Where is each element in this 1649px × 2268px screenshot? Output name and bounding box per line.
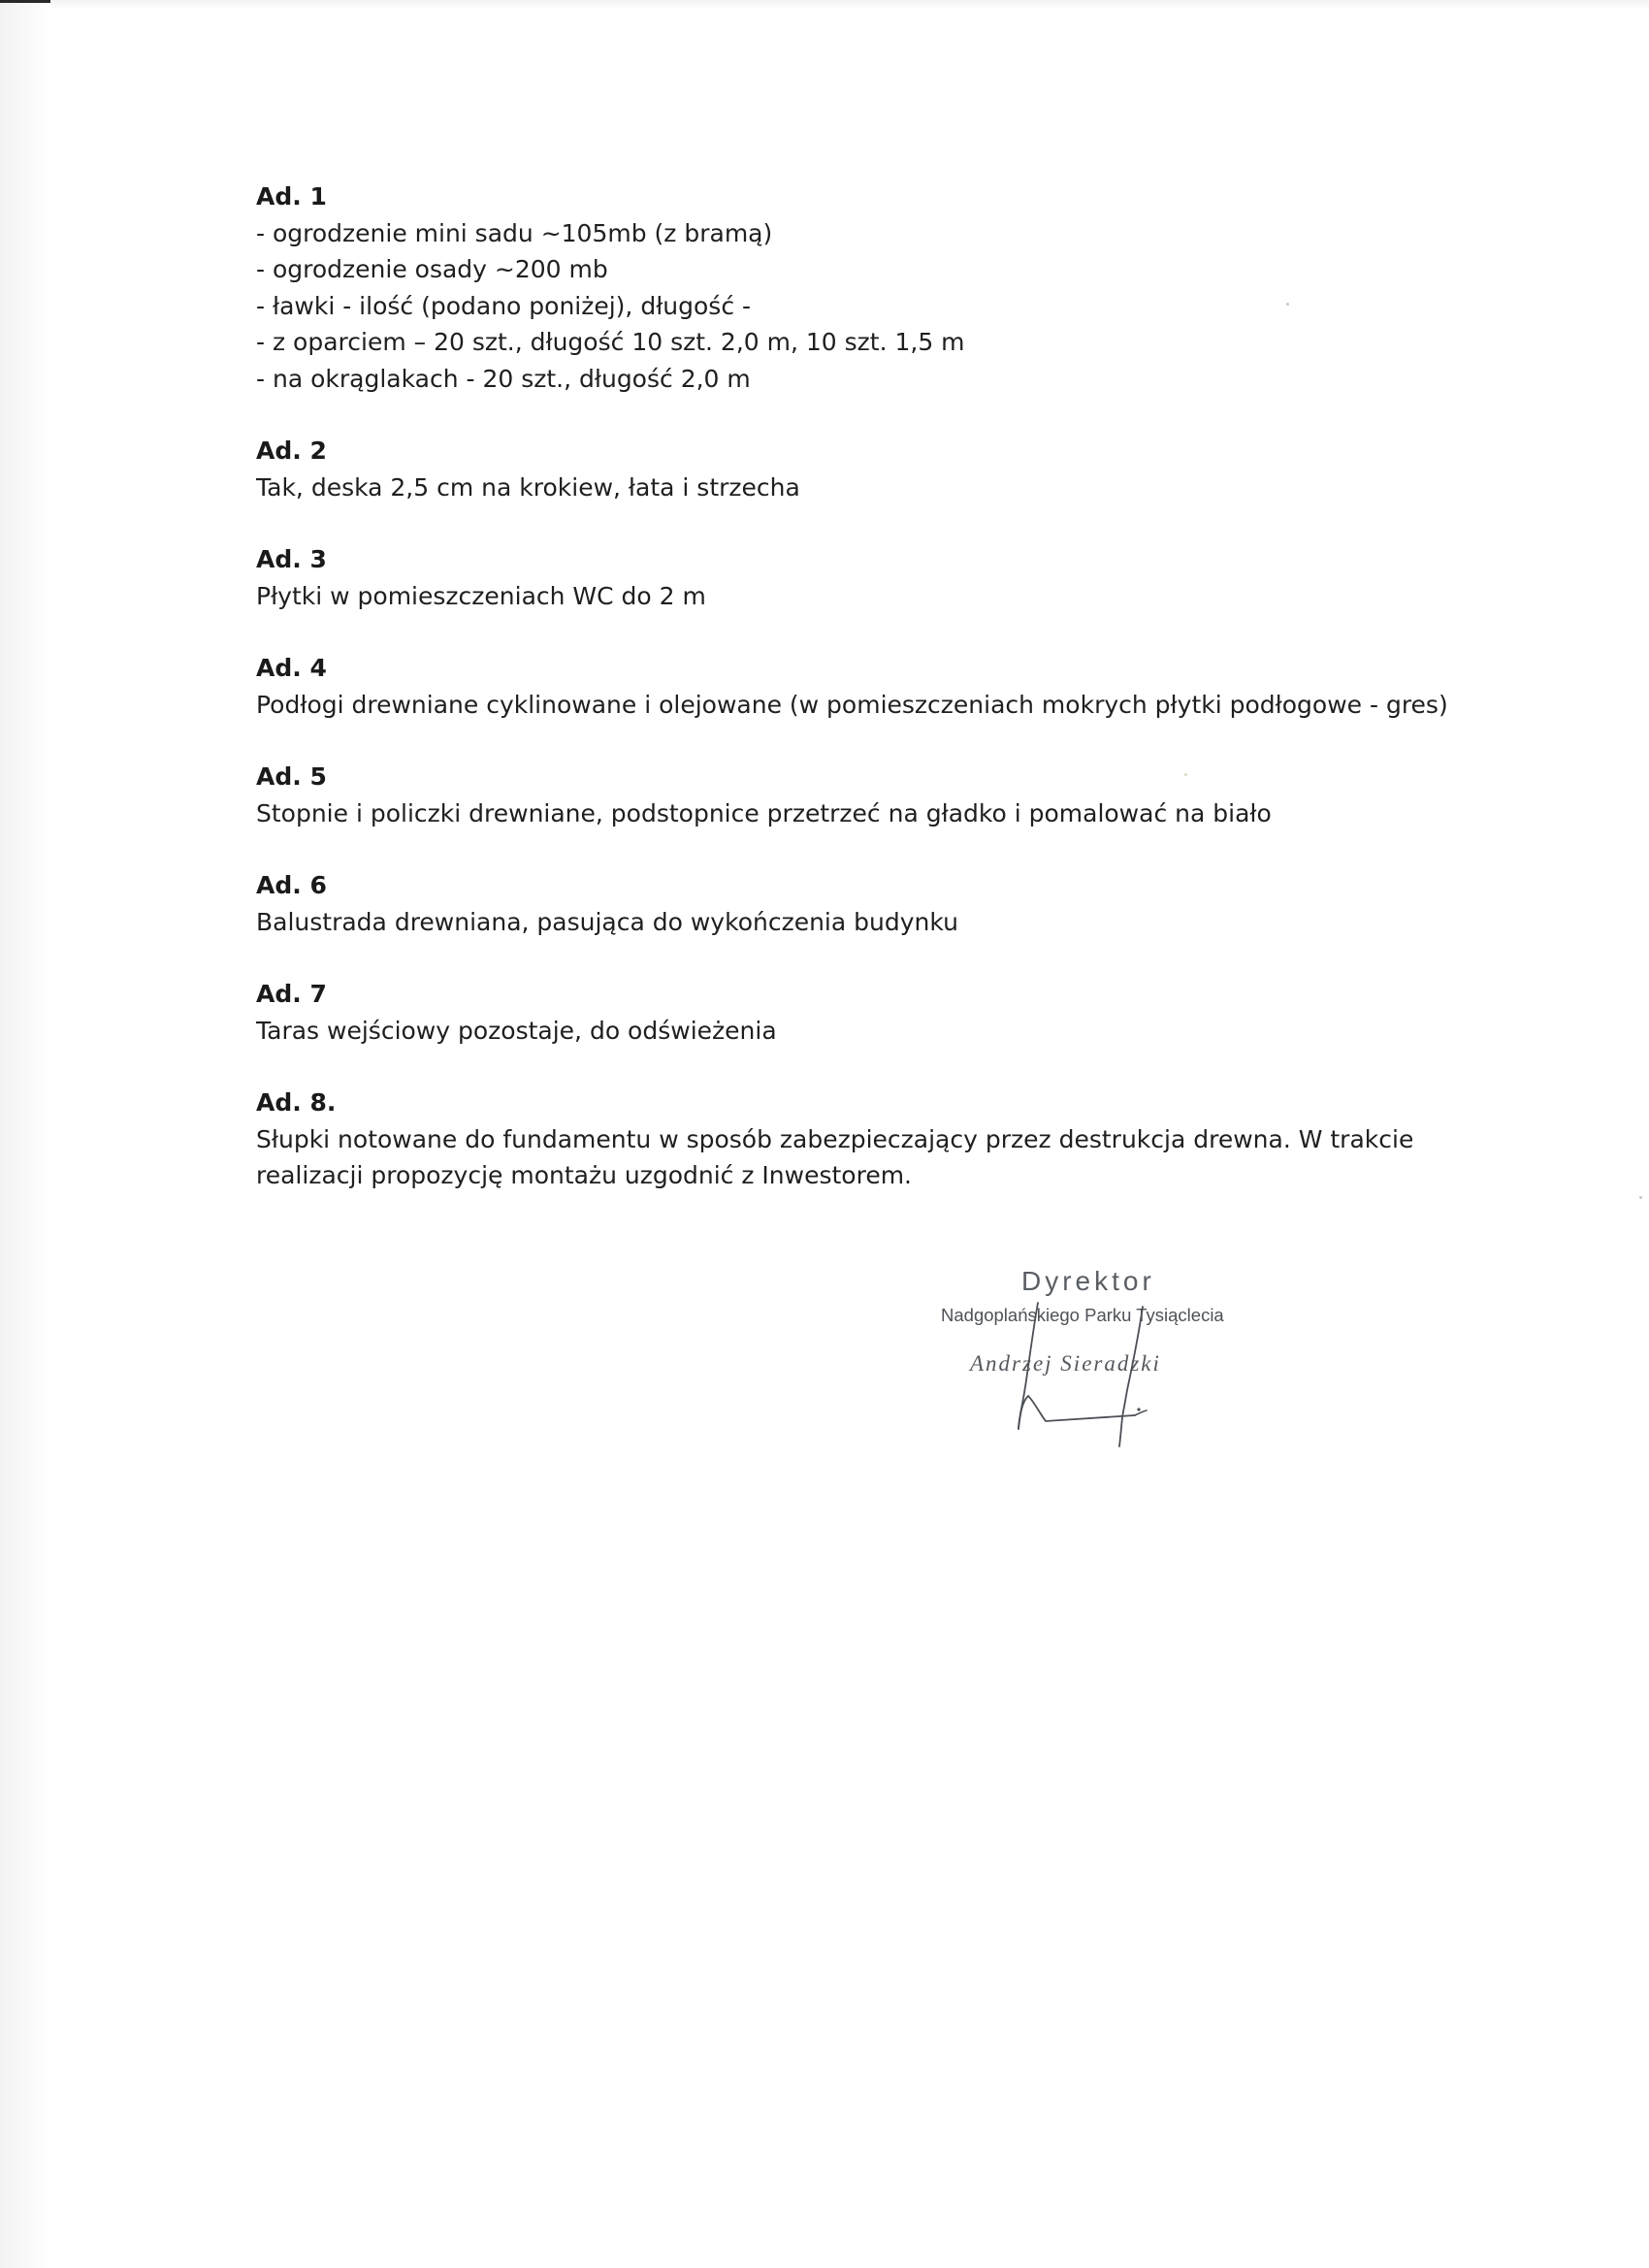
section-heading: Ad. 3	[256, 545, 327, 573]
section-heading: Ad. 5	[256, 762, 327, 791]
scan-speck	[1639, 1196, 1642, 1199]
section-line: Balustrada drewniana, pasująca do wykończenia budynku	[256, 907, 958, 936]
section-heading: Ad. 4	[256, 654, 327, 682]
section-heading: Ad. 2	[256, 437, 327, 465]
section-heading: Ad. 8.	[256, 1088, 337, 1117]
section-heading: Ad. 6	[256, 871, 327, 899]
section-line: Tak, deska 2,5 cm na krokiew, łata i strzecha	[256, 472, 800, 502]
scan-corner-mark	[0, 0, 50, 3]
scan-left-edge	[0, 0, 50, 2268]
signature-stamp	[941, 1266, 1251, 1450]
section-ad-5	[256, 759, 1469, 831]
section-heading: Ad. 1	[256, 182, 327, 211]
section-ad-7	[256, 976, 1469, 1049]
section-line: - ławki - ilość (podano poniżej), długość -	[256, 291, 752, 320]
section-ad-6	[256, 867, 1469, 940]
section-line: - ogrodzenie osady ~200 mb	[256, 255, 608, 283]
section-heading: Ad. 7	[256, 980, 327, 1008]
section-ad-1	[256, 178, 1469, 397]
scan-top-edge	[50, 0, 1649, 10]
document-body	[256, 178, 1469, 1230]
section-ad-2	[256, 433, 1469, 505]
section-line: - na okrąglakach - 20 szt., długość 2,0 m	[256, 364, 751, 393]
section-ad-3	[256, 541, 1469, 614]
handwritten-signature	[941, 1266, 1251, 1450]
section-line: - z oparciem – 20 szt., długość 10 szt. 2,0 m, 10 szt. 1,5 m	[256, 328, 965, 356]
section-line: Podłogi drewniane cyklinowane i olejowane (w pomieszczeniach mokrych płytki podłogowe - gres)	[256, 690, 1448, 719]
stamp-organization: Nadgoplańskiego Parku Tysiąclecia	[941, 1305, 1224, 1325]
stamp-name: Andrzej Sieradzki	[970, 1351, 1161, 1376]
section-line: Płytki w pomieszczeniach WC do 2 m	[256, 581, 706, 610]
section-ad-8	[256, 1085, 1469, 1194]
section-line: - ogrodzenie mini sadu ~105mb (z bramą)	[256, 218, 773, 247]
section-ad-4	[256, 650, 1469, 723]
section-paragraph: Słupki notowane do fundamentu w sposób zabezpieczający przez destrukcja drewna. W trakcie realizacji propozycję montażu uzgodnić z Inwestorem.	[256, 1124, 1414, 1189]
section-line: Stopnie i policzki drewniane, podstopnice przetrzeć na gładko i pomalować na biało	[256, 798, 1272, 827]
section-line: Taras wejściowy pozostaje, do odświeżenia	[256, 1016, 777, 1045]
stamp-title: Dyrektor	[1021, 1266, 1155, 1296]
